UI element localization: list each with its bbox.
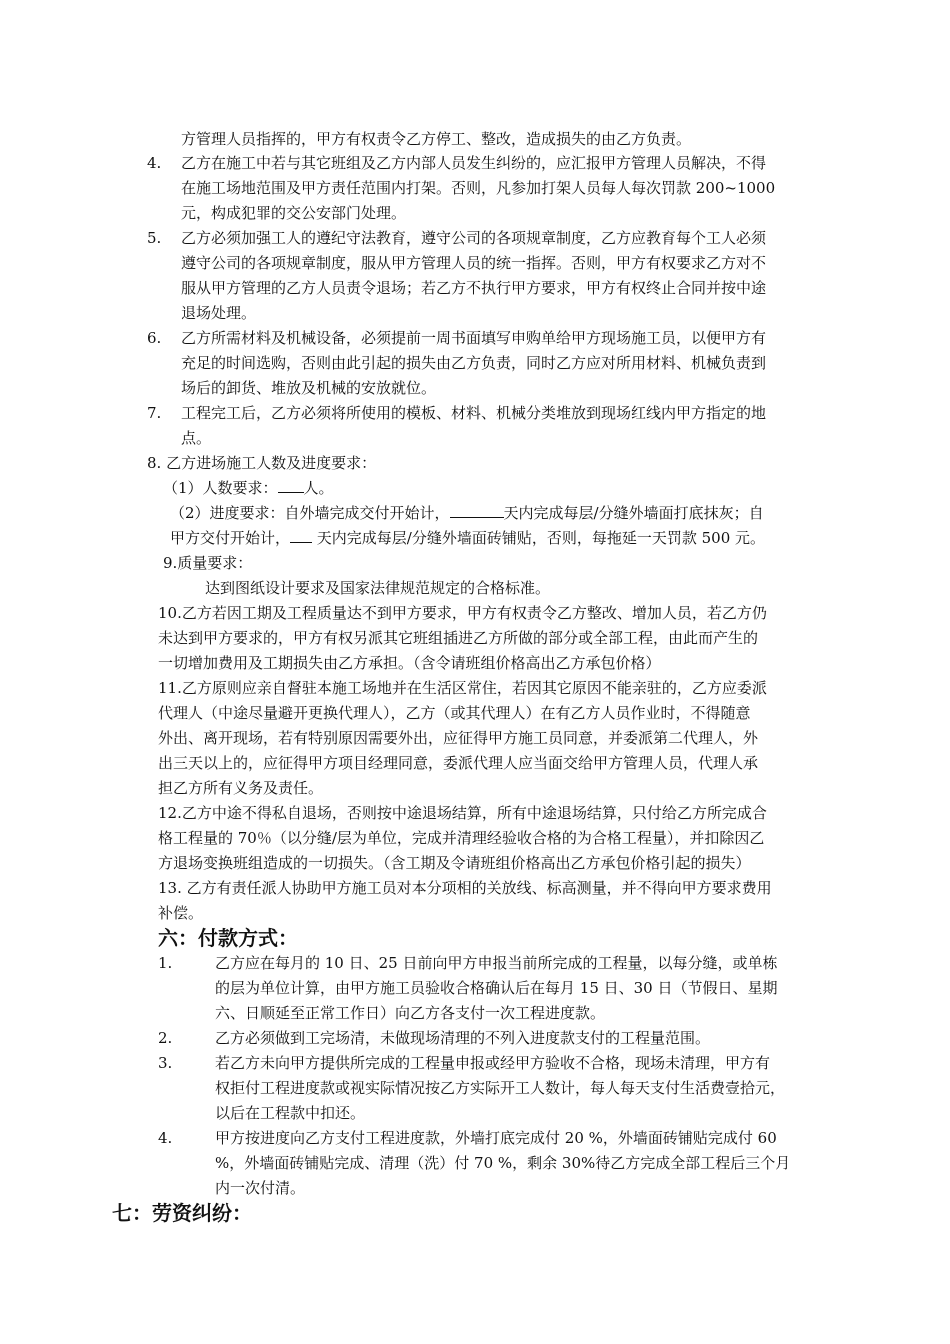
item-12-line: 12.乙方中途不得私自退场，否则按中途退场结算，所有中途退场结算，只付给乙方所完成合	[158, 804, 767, 822]
payment-1-line: 乙方应在每月的 10 日、25 日前向甲方申报当前所完成的工程量，以每分缝，或单栋	[215, 954, 778, 972]
schedule-label-2: 甲方交付开始计，	[170, 529, 291, 547]
item-number: 4.	[147, 154, 162, 172]
item-5-line: 服从甲方管理的乙方人员责令退场；若乙方不执行甲方要求，甲方有权终止合同并按中途	[181, 279, 767, 297]
schedule-label: （2）进度要求：自外墙完成交付开始计，	[170, 504, 450, 522]
item-9-line: 达到图纸设计要求及国家法律规范规定的合格标准。	[205, 579, 551, 597]
payment-number: 2.	[158, 1029, 173, 1047]
item-6-line: 乙方所需材料及机械设备，必须提前一周书面填写申购单给甲方现场施工员，以便甲方有	[181, 329, 767, 347]
item-number: 7.	[147, 404, 162, 422]
item-6-line: 场后的卸货、堆放及机械的安放就位。	[181, 379, 437, 397]
payment-4-line: 甲方按进度向乙方支付工程进度款，外墙打底完成付 20 %，外墙面砖铺贴完成付 60	[215, 1129, 777, 1147]
section-7-heading: 七：劳资纠纷：	[112, 1201, 252, 1225]
item-5-line: 遵守公司的各项规章制度，服从甲方管理人员的统一指挥。否则，甲方有权要求乙方对不	[181, 254, 767, 272]
schedule-days-blank-1[interactable]	[450, 501, 504, 518]
item-4-line: 元，构成犯罪的交公安部门处理。	[181, 204, 407, 222]
item-8-headcount	[163, 476, 334, 500]
item-11-line: 外出、离开现场，若有特别原因需要外出，应征得甲方施工员同意，并委派第二代理人，外	[158, 729, 759, 747]
payment-3-line: 权拒付工程进度款或视实际情况按乙方实际开工人数计，每人每天支付生活费壹拾元，	[215, 1079, 786, 1097]
item-8-line: 8. 乙方进场施工人数及进度要求：	[147, 454, 377, 472]
item-6-line: 充足的时间选购，否则由此引起的损失由乙方负责，同时乙方应对所用材料、机械负责到	[181, 354, 767, 372]
item-4-line: 乙方在施工中若与其它班组及乙方内部人员发生纠纷的，应汇报甲方管理人员解决，不得	[181, 154, 767, 172]
headcount-label: （1）人数要求：	[163, 479, 278, 497]
headcount-unit: 人。	[303, 479, 334, 497]
item-13-line: 13. 乙方有责任派人协助甲方施工员对本分项相的关放线、标高测量，并不得向甲方要求费用	[158, 879, 772, 897]
item-11-line: 担乙方所有义务及责任。	[158, 779, 324, 797]
payment-number: 1.	[158, 954, 173, 972]
item-4-line: 在施工场地范围及甲方责任范围内打架。否则，凡参加打架人员每人每次罚款 200~1000	[181, 179, 776, 197]
payment-4-line: %，外墙面砖铺贴完成、清理（洗）付 70 %，剩余 30%待乙方完成全部工程后三个月	[215, 1154, 791, 1172]
schedule-text-2: 天内完成每层/分缝外墙面砖铺贴，否则，每拖延一天罚款 500 元。	[312, 529, 766, 547]
item-8-schedule	[170, 526, 765, 550]
item-11-line: 代理人（中途尽量避开更换代理人），乙方（或其代理人）在有乙方人员作业时，不得随意	[158, 704, 751, 722]
schedule-days-blank-2[interactable]	[290, 526, 312, 543]
headcount-blank[interactable]	[278, 476, 304, 493]
payment-number: 4.	[158, 1129, 173, 1147]
item-5-line: 退场处理。	[181, 304, 257, 322]
item-10-line: 一切增加费用及工期损失由乙方承担。（含令请班组价格高出乙方承包价格）	[158, 654, 661, 672]
payment-3-line: 以后在工程款中扣还。	[215, 1104, 366, 1122]
schedule-text-1: 天内完成每层/分缝外墙面打底抹灰；自	[503, 504, 764, 522]
payment-1-line: 的层为单位计算，由甲方施工员验收合格确认后在每月 15 日、30 日（节假日、星期	[215, 979, 778, 997]
item-11-line: 出三天以上的，应征得甲方项目经理同意，委派代理人应当面交给甲方管理人员，代理人承	[158, 754, 759, 772]
item-7-line: 工程完工后，乙方必须将所使用的模板、材料、机械分类堆放到现场红线内甲方指定的地	[181, 404, 767, 422]
payment-3-line: 若乙方未向甲方提供所完成的工程量申报或经甲方验收不合格，现场未清理，甲方有	[215, 1054, 771, 1072]
item-number: 6.	[147, 329, 162, 347]
item-12-line: 格工程量的 70％（以分缝/层为单位，完成并清理经验收合格的为合格工程量），并扣除因乙	[158, 829, 765, 847]
payment-number: 3.	[158, 1054, 173, 1072]
item-10-line: 未达到甲方要求的，甲方有权另派其它班组插进乙方所做的部分或全部工程，由此而产生的	[158, 629, 759, 647]
payment-1-line: 六、日顺延至正常工作日）向乙方各支付一次工程进度款。	[215, 1004, 606, 1022]
item-12-line: 方退场变换班组造成的一切损失。（含工期及令请班组价格高出乙方承包价格引起的损失）	[158, 854, 751, 872]
item-number: 5.	[147, 229, 162, 247]
payment-2-line: 乙方必须做到工完场清，未做现场清理的不列入进度款支付的工程量范围。	[215, 1029, 711, 1047]
item-13-line: 补偿。	[158, 904, 204, 922]
item-10-line: 10.乙方若因工期及工程质量达不到甲方要求，甲方有权责令乙方整改、增加人员，若乙方仍	[158, 604, 767, 622]
item-5-line: 乙方必须加强工人的遵纪守法教育，遵守公司的各项规章制度，乙方应教育每个工人必须	[181, 229, 767, 247]
intro-line: 方管理人员指挥的，甲方有权责令乙方停工、整改，造成损失的由乙方负责。	[181, 130, 692, 148]
item-8-schedule	[170, 501, 764, 525]
item-11-line: 11.乙方原则应亲自督驻本施工场地并在生活区常住，若因其它原因不能亲驻的，乙方应委派	[158, 679, 767, 697]
section-6-heading: 六：付款方式：	[158, 926, 298, 950]
item-9-line: 9.质量要求：	[163, 554, 253, 572]
item-7-line: 点。	[181, 429, 212, 447]
payment-4-line: 内一次付清。	[215, 1179, 306, 1197]
